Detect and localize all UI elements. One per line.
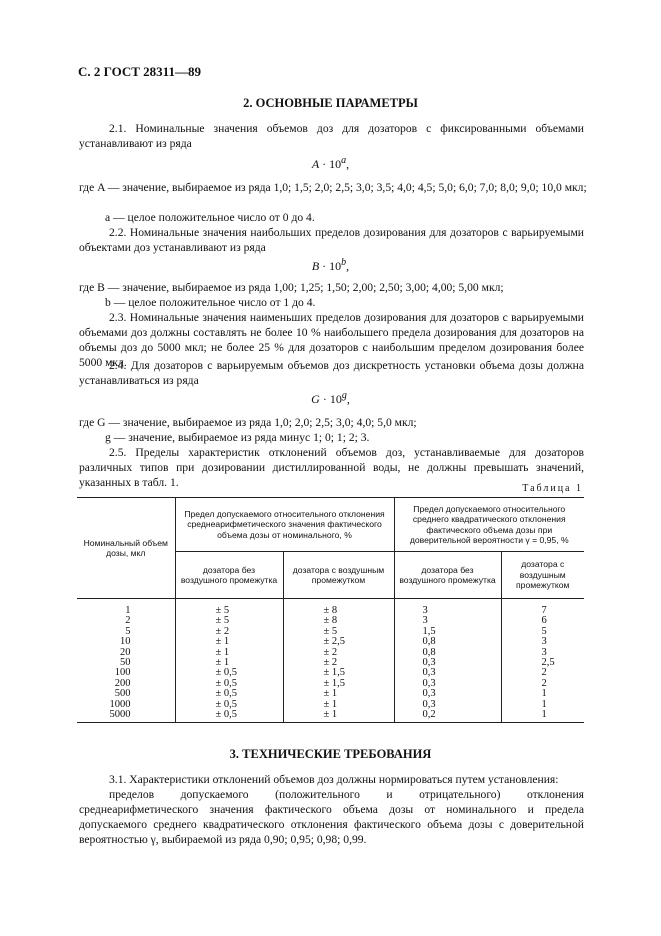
table-cell: 7 xyxy=(541,605,547,616)
formula-g-dot: · 10 xyxy=(319,392,342,406)
header-no-air-gap-2: дозатора без воздушного промежутка xyxy=(394,552,501,599)
table-cell: ± 1 xyxy=(283,700,394,710)
table-cell: 0,3 xyxy=(394,689,501,699)
table-cell: 3 xyxy=(394,616,501,626)
section-3-title: 3. ТЕХНИЧЕСКИЕ ТРЕБОВАНИЯ xyxy=(229,747,432,761)
g-definition: g — значение, выбираемое из ряда минус 1; 0; 1; 2; 3. xyxy=(105,431,370,444)
table-cell: ± 2,5 xyxy=(283,637,394,647)
table-cell: 0,8 xyxy=(394,637,501,647)
formula-g-tail: , xyxy=(346,392,350,406)
formula-a-exp: a xyxy=(341,155,347,166)
table-cell: 0,8 xyxy=(394,648,501,658)
table-cell: 0,3 xyxy=(394,700,501,710)
table-cell: 1 xyxy=(541,688,547,700)
table-cell: 2 xyxy=(77,616,175,626)
table-cell: 50 xyxy=(77,658,175,668)
table-cell: 2 xyxy=(541,667,547,679)
table-cell: ± 1 xyxy=(175,658,283,668)
table-cell: ± 5 xyxy=(175,599,283,617)
header-group-relative-deviation: Предел допускаемого относительного отклонения среднеарифметического значения фактического объема дозы от номинального, % xyxy=(175,498,394,552)
paragraph-3-1-continuation: пределов допускаемого (положительного и отрицательного) отклонения среднеарифметического значения фактического объема дозы от номинального и предела допускаемого среднего квадратического отклонения фактического объема дозы с доверительной вероятностью γ, выбираемой из ряда 0,90; 0,95; 0,98; 0,99. xyxy=(79,788,584,846)
page-header: С. 2 ГОСТ 28311—89 xyxy=(78,64,201,79)
formula-g-base: G xyxy=(311,392,320,406)
formula-b-tail: , xyxy=(346,259,350,273)
table-row xyxy=(77,710,584,723)
table-cell: ± 0,5 xyxy=(175,679,283,689)
paragraph-3-1: 3.1. Характеристики отклонений объемов доз должны нормироваться путем установления: xyxy=(109,773,559,786)
header-nominal-volume: Номинальный объем дозы, мкл xyxy=(77,498,175,599)
table-cell: ± 1 xyxy=(283,689,394,699)
table-cell: ± 5 xyxy=(283,627,394,637)
paragraph-2-4: 2.4. Для дозаторов с варьируемым объемов доз дискретность установки объема дозы должна устанавливаться из ряда xyxy=(79,359,584,387)
table-cell: 2 xyxy=(541,677,547,689)
table-cell: 3 xyxy=(541,636,547,648)
table-cell: 1000 xyxy=(77,700,175,710)
table-cell: ± 0,5 xyxy=(175,710,283,723)
table-cell: ± 1,5 xyxy=(283,668,394,678)
formula-g xyxy=(0,390,661,407)
paragraph-2-1: 2.1. Номинальные значения объемов доз для дозаторов с фиксированными объемами устанавливают из ряда xyxy=(79,122,584,150)
formula-g-exp: g xyxy=(341,390,347,401)
table-cell: ± 8 xyxy=(283,616,394,626)
paragraph-2-5: 2.5. Пределы характеристик отклонений объемов доз, устанавливаемые для дозаторов различных типов при дозировании дистиллированной воды, не должны превышать значений, указанных в табл. 1. xyxy=(79,446,584,489)
table-1 xyxy=(77,497,584,723)
table-cell: 0,2 xyxy=(394,710,501,723)
table-row xyxy=(77,599,584,617)
table-cell: 100 xyxy=(77,668,175,678)
where-g: где G — значение, выбираемое из ряда 1,0; 2,0; 2,5; 3,0; 4,0; 5,0 мкл; xyxy=(79,416,417,429)
formula-a-base: A xyxy=(311,157,320,171)
table-cell: 200 xyxy=(77,679,175,689)
table-cell: 20 xyxy=(77,648,175,658)
formula-a-tail: , xyxy=(346,157,350,171)
table-cell: 3 xyxy=(541,646,547,658)
formula-b-exp: b xyxy=(341,257,347,268)
table-cell: ± 1 xyxy=(175,637,283,647)
table-cell: ± 2 xyxy=(283,648,394,658)
formula-b xyxy=(0,257,661,274)
table-cell: 1 xyxy=(541,709,547,721)
table-cell: 3 xyxy=(394,599,501,617)
b-definition: b — целое положительное число от 1 до 4. xyxy=(105,296,316,309)
table-cell: 10 xyxy=(77,637,175,647)
table-cell: ± 2 xyxy=(283,658,394,668)
table-cell: ± 1,5 xyxy=(283,679,394,689)
table-cell: 1,5 xyxy=(394,627,501,637)
table-cell: ± 0,5 xyxy=(175,689,283,699)
table-cell: 0,3 xyxy=(394,658,501,668)
table-cell: ± 5 xyxy=(175,616,283,626)
table-cell: ± 8 xyxy=(283,599,394,617)
paragraph-2-2: 2.2. Номинальные значения наибольших пределов дозирования для дозаторов с варьируемыми объектами доз устанавливают из ряда xyxy=(79,226,584,254)
paragraph-2-3: 2.3. Номинальные значения наименьших пределов дозирования для дозаторов с варьируемыми объемами доз должны составлять не более 10 % наибольшего предела дозирования для дозаторов на объемы доз до 5000 мкл; не более 25 % для дозаторов с наибольшим пределом дозирования более 5000 мкл. xyxy=(79,311,584,369)
a-definition: a — целое положительное число от 0 до 4. xyxy=(105,211,315,224)
table-cell: ± 0,5 xyxy=(175,668,283,678)
table-cell: 5000 xyxy=(77,710,175,723)
table-cell: 5 xyxy=(541,625,547,637)
table-cell: 2,5 xyxy=(541,657,555,669)
header-group-std-deviation: Предел допускаемого относительного среднего квадратического отклонения фактического объема дозы при доверительной вероятности γ = 0,95, % xyxy=(394,498,584,552)
table-cell: 6 xyxy=(541,615,547,627)
table-cell: ± 0,5 xyxy=(175,700,283,710)
table-caption: Таблица 1 xyxy=(522,483,583,494)
table-body xyxy=(77,599,584,723)
header-air-gap-2: дозатора с воздушным промежутком xyxy=(501,552,584,599)
formula-b-dot: · 10 xyxy=(319,259,342,273)
table-cell: 5 xyxy=(77,627,175,637)
where-b: где B — значение, выбираемое из ряда 1,00; 1,25; 1,50; 2,00; 2,50; 3,00; 4,00; 5,00 мкл; xyxy=(79,281,504,294)
table-cell: ± 1 xyxy=(283,710,394,723)
formula-b-base: B xyxy=(311,259,320,273)
formula-a xyxy=(0,155,661,172)
table-cell: 1 xyxy=(541,698,547,710)
table-cell: ± 1 xyxy=(175,648,283,658)
where-a: где A — значение, выбираемое из ряда 1,0; 1,5; 2,0; 2,5; 3,0; 3,5; 4,0; 4,5; 5,0; 6,0; 7,0; 8,0; 9,0; 10,0 мкл; xyxy=(79,181,587,194)
table-cell: 0,3 xyxy=(394,668,501,678)
section-2-title: 2. ОСНОВНЫЕ ПАРАМЕТРЫ xyxy=(243,96,418,110)
table-cell: 0,3 xyxy=(394,679,501,689)
header-air-gap-1: дозатора с воздушным промежутком xyxy=(283,552,394,599)
formula-a-dot: · 10 xyxy=(319,157,342,171)
table-cell: 500 xyxy=(77,689,175,699)
header-no-air-gap-1: дозатора без воздушного промежутка xyxy=(175,552,283,599)
table-cell: ± 2 xyxy=(175,627,283,637)
table-cell: 1 xyxy=(77,599,175,617)
